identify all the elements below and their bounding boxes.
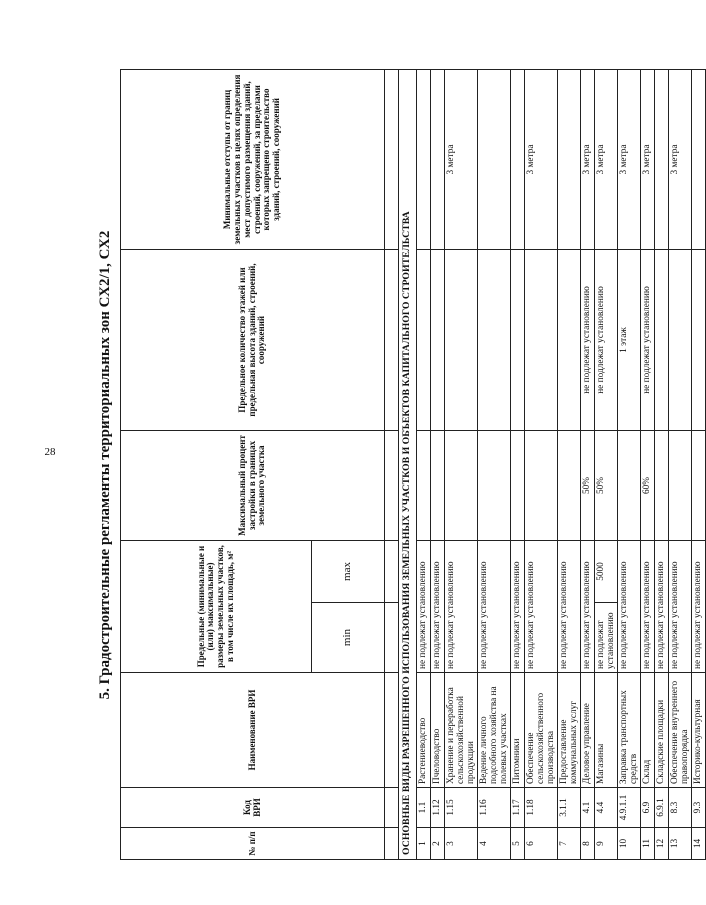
header-size-group: Предельные (минимальные и (или) максимальные) размеры земельных участков, в том числе их площадь, м²	[121, 540, 312, 672]
floors-value: не подлежат установлению	[580, 249, 594, 430]
table-row: 1 1.1 Растениеводство не подлежат установлению	[416, 69, 430, 859]
table-row: 10 4.9.1.1 Заправка транспортных средств не подлежат установлению 1 этаж 3 метра	[617, 69, 640, 859]
min-value: не подлежат установлению	[594, 603, 617, 673]
blank-row	[385, 69, 399, 859]
table-row: 2 1.12 Пчеловодство не подлежат установлению	[430, 69, 444, 859]
setback-value: 3 метра	[617, 69, 640, 249]
header-floors: Предельное количество этажей или предельная высота зданий, строений, сооружений	[121, 249, 385, 430]
section-row	[399, 69, 417, 859]
max-value: 5000	[594, 540, 617, 602]
floors-value: не подлежат установлению	[594, 249, 617, 430]
header-num: № п/п	[121, 828, 385, 860]
setback-value: 3 метра	[524, 69, 557, 249]
table-row: 3 1.15 Хранение и переработка сельскохозяйственной продукции не подлежат установлению 3 метра	[444, 69, 477, 859]
floors-value: 1 этаж	[617, 249, 640, 430]
setback-value: 3 метра	[444, 69, 477, 249]
section-title: ОСНОВНЫЕ ВИДЫ РАЗРЕШЕННОГО ИСПОЛЬЗОВАНИЯ ЗЕМЕЛЬНЫХ УЧАСТКОВ И ОБЪЕКТОВ КАПИТАЛЬНОГО СТРОИТЕЛЬСТВА	[399, 69, 417, 859]
header-min: min	[312, 603, 385, 673]
percent-value: 60%	[641, 430, 655, 540]
percent-value: 50%	[594, 430, 617, 540]
setback-value: 3 метра	[594, 69, 617, 249]
table-row: 11 6.9 Склад не подлежат установлению 60% не подлежат установлению 3 метра	[641, 69, 655, 859]
table-row: 13 8.3 Обеспечение внутреннего правопорядка не подлежат установлению 3 метра	[669, 69, 692, 859]
regulations-table	[120, 69, 706, 860]
table-row: 8 4.1 Деловое управление не подлежат установлению 50% не подлежат установлению 3 метра	[580, 69, 594, 859]
table-row: 7 3.1.1 Предоставление коммунальных услуг не подлежат установлению	[557, 69, 580, 859]
floors-value: не подлежат установлению	[641, 249, 655, 430]
header-code: Код ВРИ	[121, 788, 385, 828]
document-title: 5. Градостроительные регламенты территориальных зон СХ2/1, СХ2	[97, 230, 113, 700]
table-row: 4 1.16 Ведение личного подсобного хозяйства на полевых участках не подлежат установлению	[477, 69, 510, 859]
header-setback: Минимальные отступы от границ земельных участков в целях определения мест допустимого размещения зданий, строений, сооружений, за пределами которых запрещено строительство зданий, строений, сооружений	[121, 69, 385, 249]
table-row: 14 9.3 Историко-культурная не подлежат установлению	[692, 69, 706, 859]
header-max: max	[312, 540, 385, 602]
table-row: 6 1.18 Обеспечение сельскохозяйственного производства не подлежат установлению 3 метра	[524, 69, 557, 859]
setback-value: 3 метра	[580, 69, 594, 249]
setback-value: 3 метра	[669, 69, 692, 249]
page-number: 28	[44, 446, 56, 458]
table-row: 12 6.9.1 Складские площадки не подлежат установлению	[655, 69, 669, 859]
table-row: 9 4.4 Магазины не подлежат установлению 5000 50% не подлежат установлению 3 метра	[594, 69, 617, 859]
header-name: Наименование ВРИ	[121, 673, 385, 788]
setback-value: 3 метра	[641, 69, 655, 249]
rotated-page-content	[90, 70, 704, 860]
header-percent: Максимальный процент застройки в границах земельного участка	[121, 430, 385, 540]
percent-value: 50%	[580, 430, 594, 540]
table-row: 5 1.17 Питомники не подлежат установлению	[510, 69, 524, 859]
